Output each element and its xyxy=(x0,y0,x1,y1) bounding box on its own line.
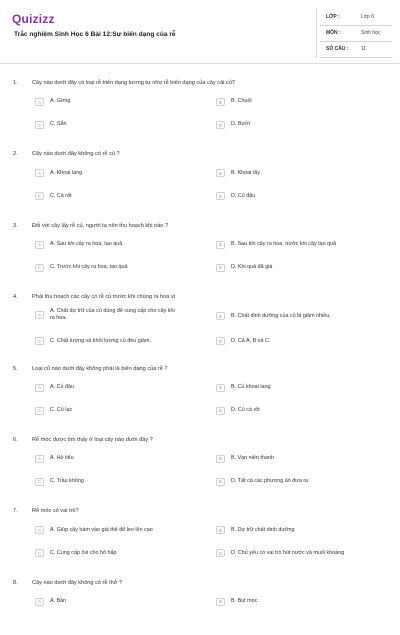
question-text: Loại củ nào dưới đây không phải là biến dạng của rễ ? xyxy=(32,365,168,372)
option-key-box: B xyxy=(216,526,225,534)
option-a[interactable] xyxy=(35,169,205,177)
option-key-box: B xyxy=(216,98,225,106)
option-key-box: D xyxy=(216,264,225,272)
option-a[interactable] xyxy=(35,598,205,606)
question-item xyxy=(0,64,400,135)
header-divider xyxy=(316,8,317,58)
option-key-box: D xyxy=(216,407,225,415)
question-text: Phải thu hoạch các cây có rễ củ trước khi chúng ra hoa vì xyxy=(32,294,176,301)
meta-count xyxy=(320,42,392,58)
option-d[interactable] xyxy=(216,121,396,129)
question-number: 4. xyxy=(13,294,18,301)
question-text: Cây nào dưới đây không có rễ củ ? xyxy=(32,151,120,158)
option-text: C. Sắn xyxy=(50,121,67,128)
option-d[interactable] xyxy=(216,264,396,272)
question-item xyxy=(0,207,400,278)
option-key-box: C xyxy=(35,407,44,415)
option-key-box: D xyxy=(216,337,225,345)
option-text: B. Chất dinh dưỡng của củ bị giảm nhiều. xyxy=(231,312,331,319)
option-text: B. Củ khoai lang xyxy=(231,383,271,390)
meta-class xyxy=(320,10,392,26)
option-text: D. Chủ yếu có vai trò hút nước và muối khoáng xyxy=(231,549,345,556)
option-b[interactable] xyxy=(216,455,396,463)
question-number: 5. xyxy=(13,365,18,372)
option-text: D. Củ cà rốt xyxy=(231,406,260,413)
question-item xyxy=(0,421,400,492)
option-text: A. Sau khi cây ra hoa, tạo quả xyxy=(50,241,123,248)
meta-class-value: Lớp 6 xyxy=(361,14,375,20)
option-text: C. Cung cấp ôxi cho hô hấp xyxy=(50,549,117,556)
option-key-box: A xyxy=(35,98,44,106)
worksheet-header xyxy=(0,0,400,64)
meta-class-label: LỚP : xyxy=(326,14,340,20)
meta-count-value: 11 xyxy=(361,46,367,52)
question-number: 2. xyxy=(13,151,18,158)
option-text: B. Sau khi cây ra hoa, trước khi cây tạo quả xyxy=(231,241,337,248)
option-key-box: B xyxy=(216,312,225,320)
option-key-box: B xyxy=(216,169,225,177)
option-c[interactable] xyxy=(35,121,205,129)
option-key-box: B xyxy=(216,241,225,249)
option-key-box: A xyxy=(35,169,44,177)
option-text: D. Củ đậu xyxy=(231,192,256,199)
meta-subject xyxy=(320,26,392,42)
option-text: C. Cà rốt xyxy=(50,192,72,199)
option-key-box: C xyxy=(35,264,44,272)
option-c[interactable] xyxy=(35,264,205,272)
option-text: B. Bụt mọc xyxy=(231,598,258,605)
question-number: 1. xyxy=(13,80,18,86)
option-key-box: A xyxy=(35,311,44,319)
option-text: B. Khoai tây xyxy=(231,169,261,176)
option-c[interactable] xyxy=(35,478,205,486)
option-text: C. Chất lượng và khối lượng củ đều giảm. xyxy=(50,337,151,344)
option-b[interactable] xyxy=(216,598,396,606)
option-key-box: A xyxy=(35,384,44,392)
option-text: A. Bần xyxy=(50,598,67,605)
question-text: Rễ móc có vai trò? xyxy=(32,508,79,515)
option-text: A. Chất dự trữ của củ dùng để cung cấp cho cây khi ra hoa. xyxy=(50,308,175,322)
option-b[interactable] xyxy=(216,98,396,106)
question-number: 3. xyxy=(13,222,18,229)
option-b[interactable] xyxy=(216,384,396,392)
option-text: D. Tất cả các phương án đưa ra xyxy=(231,478,309,485)
option-key-box: B xyxy=(216,455,225,463)
option-key-box: A xyxy=(35,598,44,606)
question-list xyxy=(0,64,400,635)
option-text: D. Cả A, B và C. xyxy=(231,337,271,344)
option-text: A. Củ đậu xyxy=(50,383,74,390)
option-text: A. Gừng xyxy=(50,98,71,105)
option-key-box: D xyxy=(216,478,225,486)
question-number: 7. xyxy=(13,508,18,515)
question-text: Cây nào dưới đây có loại rễ biến dạng tương tự như rễ biến dạng của cây cải củ? xyxy=(32,80,235,86)
option-a[interactable] xyxy=(35,455,205,463)
option-text: B. Chuối xyxy=(231,98,252,105)
option-c[interactable] xyxy=(35,192,205,200)
option-key-box: C xyxy=(35,192,44,200)
option-b[interactable] xyxy=(216,526,396,534)
option-a[interactable] xyxy=(35,526,205,534)
quizizz-logo: Quizizz xyxy=(12,12,55,26)
option-a[interactable] xyxy=(35,384,205,392)
option-d[interactable] xyxy=(216,549,396,557)
option-key-box: D xyxy=(216,549,225,557)
question-item xyxy=(0,350,400,421)
option-text: D. Bưởi xyxy=(231,121,250,128)
question-text: Đối với cây lấy rễ củ, người ta nên thu hoạch khi nào ? xyxy=(32,222,169,229)
option-key-box: B xyxy=(216,384,225,392)
option-key-box: C xyxy=(35,121,44,129)
meta-subject-value: Sinh học xyxy=(361,30,381,36)
option-text: C. Củ lạc xyxy=(50,406,73,413)
question-number: 8. xyxy=(13,579,18,586)
option-b[interactable] xyxy=(216,312,396,320)
option-key-box: D xyxy=(216,121,225,129)
option-key-box: C xyxy=(35,337,44,345)
meta-count-label: SỐ CÂU : xyxy=(326,46,349,52)
option-c[interactable] xyxy=(35,407,205,415)
option-key-box: C xyxy=(35,549,44,557)
option-d[interactable] xyxy=(216,478,396,486)
option-key-box: B xyxy=(216,598,225,606)
option-c[interactable] xyxy=(35,549,205,557)
option-a[interactable] xyxy=(35,241,205,249)
question-number: 6. xyxy=(13,436,18,443)
option-b[interactable] xyxy=(216,241,396,249)
option-key-box: C xyxy=(35,478,44,486)
option-c[interactable] xyxy=(35,337,205,345)
option-text: D. Khi quả đã già xyxy=(231,264,273,271)
option-text: C. Trầu không xyxy=(50,478,84,485)
option-d[interactable] xyxy=(216,192,396,200)
question-text: Cây nào dưới đây không có rễ thở ? xyxy=(32,579,123,586)
worksheet-title: Trắc nghiệm Sinh Học 6 Bài 12:Sự biến dạng của rễ xyxy=(14,31,176,38)
option-key-box: A xyxy=(35,241,44,249)
option-text: B. Dự trữ chất dinh dưỡng xyxy=(231,526,295,533)
option-key-box: D xyxy=(216,192,225,200)
option-text: A. Khoai lang xyxy=(50,169,83,176)
option-a[interactable] xyxy=(35,98,205,106)
option-text: C. Trước khi cây ra hoa, tạo quả xyxy=(50,264,128,271)
option-text: B. Vạn niên thanh xyxy=(231,455,274,462)
option-a[interactable] xyxy=(35,308,175,323)
question-item xyxy=(0,492,400,563)
meta-subject-label: MÔN : xyxy=(326,30,341,36)
question-text: Rễ móc được tìm thấy ở loại cây nào dưới đây ? xyxy=(32,436,153,443)
option-text: A. Hồ tiêu xyxy=(50,455,74,462)
option-b[interactable] xyxy=(216,169,396,177)
option-d[interactable] xyxy=(216,337,396,345)
option-d[interactable] xyxy=(216,407,396,415)
question-item xyxy=(0,564,400,635)
question-item xyxy=(0,135,400,206)
option-text: A. Giúp cây bám vào giá thể để leo lên cao xyxy=(50,526,153,533)
question-item xyxy=(0,278,400,349)
option-key-box: A xyxy=(35,455,44,463)
option-key-box: A xyxy=(35,526,44,534)
